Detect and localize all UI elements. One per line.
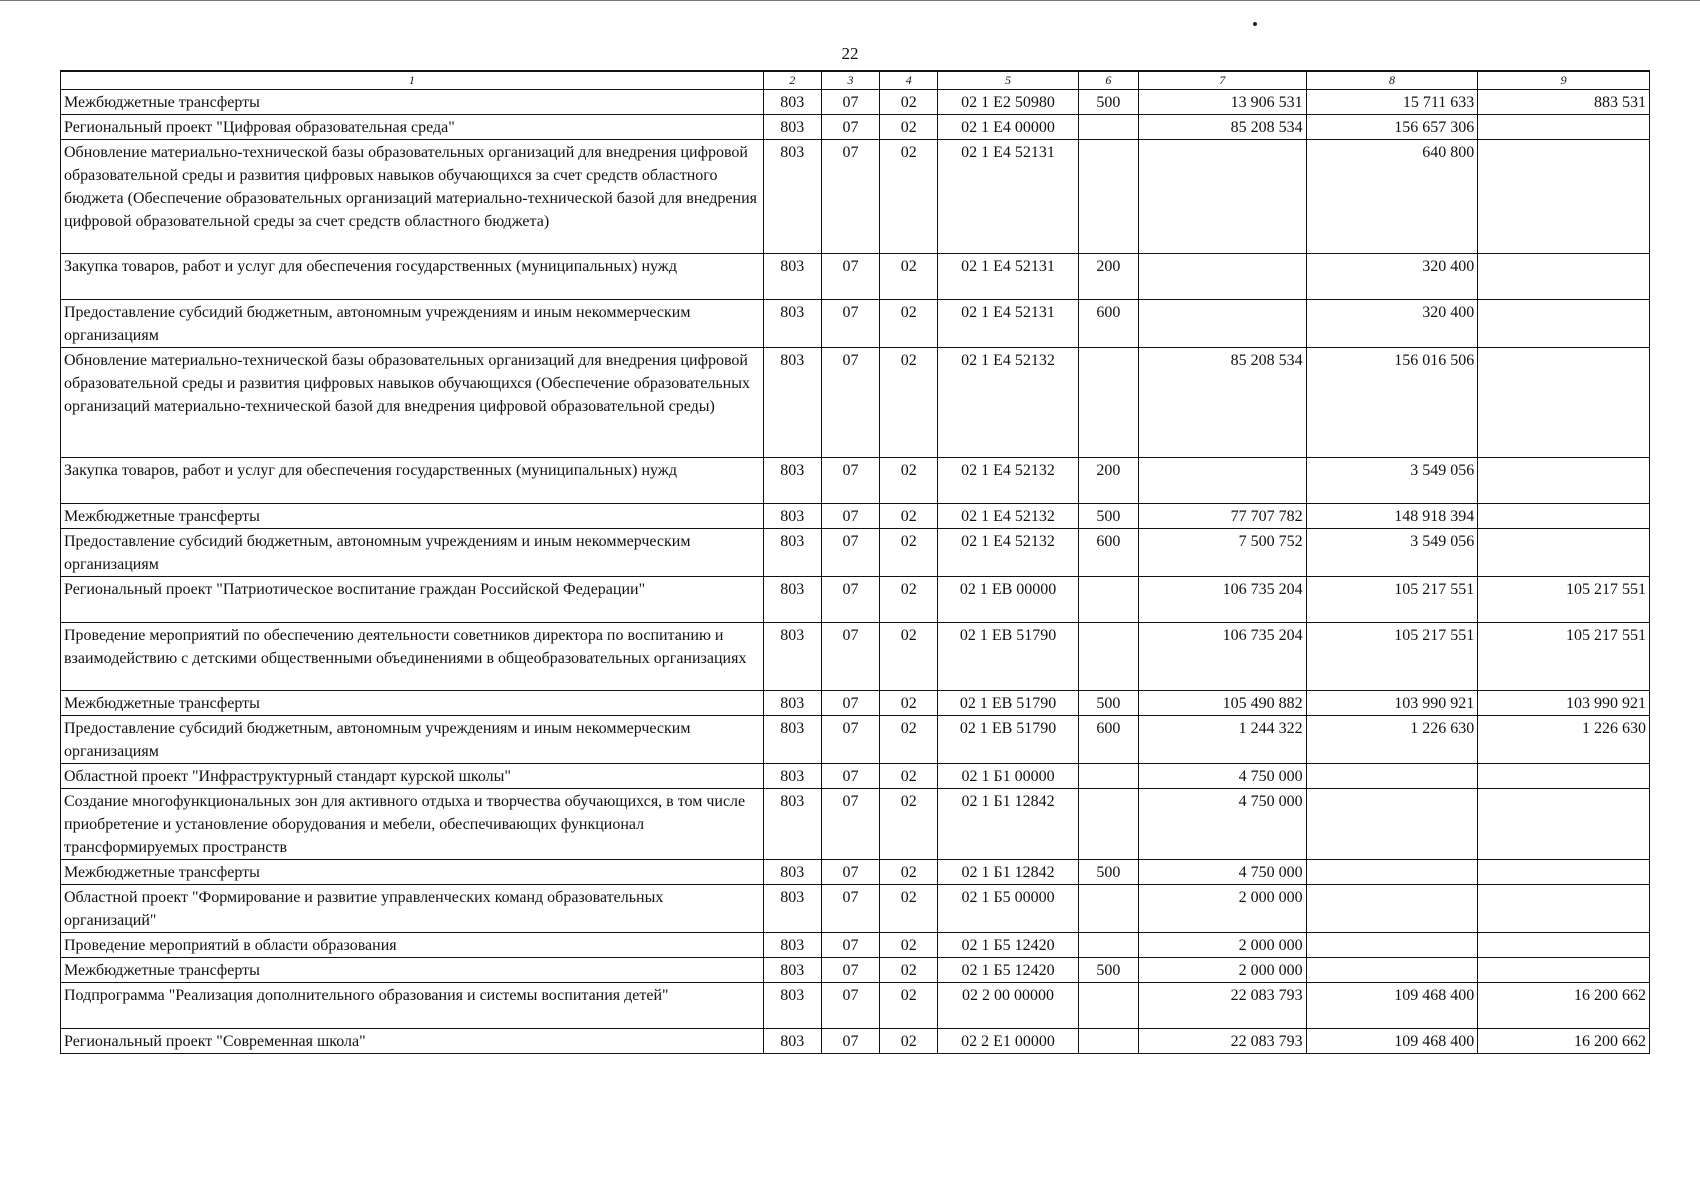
section-code-cell: 07 [821, 577, 879, 623]
expense-type-cell [1078, 1029, 1138, 1054]
table-row [61, 1029, 1650, 1054]
ministry-code-cell: 803 [763, 764, 821, 789]
amount-col8-cell: 109 468 400 [1306, 1029, 1478, 1054]
table-row [61, 716, 1650, 764]
table-row [61, 90, 1650, 115]
ministry-code-cell: 803 [763, 1029, 821, 1054]
column-header: 8 [1306, 71, 1478, 90]
section-code-cell: 07 [821, 115, 879, 140]
subsection-code-cell: 02 [880, 983, 938, 1029]
amount-col7-cell: 22 083 793 [1139, 1029, 1307, 1054]
expense-type-cell: 600 [1078, 300, 1138, 348]
expense-type-cell: 500 [1078, 691, 1138, 716]
target-article-cell: 02 1 Е4 00000 [938, 115, 1079, 140]
section-code-cell: 07 [821, 933, 879, 958]
amount-col7-cell: 2 000 000 [1139, 958, 1307, 983]
expense-type-cell: 500 [1078, 90, 1138, 115]
target-article-cell: 02 1 Е4 52132 [938, 504, 1079, 529]
ministry-code-cell: 803 [763, 716, 821, 764]
expense-type-cell: 500 [1078, 504, 1138, 529]
section-code-cell: 07 [821, 90, 879, 115]
target-article-cell: 02 1 Е4 52131 [938, 300, 1079, 348]
section-code-cell: 07 [821, 983, 879, 1029]
expense-type-cell: 200 [1078, 254, 1138, 300]
amount-col9-cell [1478, 860, 1650, 885]
amount-col8-cell: 105 217 551 [1306, 623, 1478, 691]
amount-col8-cell: 3 549 056 [1306, 458, 1478, 504]
amount-col7-cell [1139, 300, 1307, 348]
amount-col8-cell: 105 217 551 [1306, 577, 1478, 623]
amount-col8-cell [1306, 958, 1478, 983]
ministry-code-cell: 803 [763, 254, 821, 300]
table-row [61, 115, 1650, 140]
row-name-cell: Межбюджетные трансферты [61, 90, 764, 115]
amount-col8-cell: 15 711 633 [1306, 90, 1478, 115]
budget-table [60, 70, 1650, 1054]
amount-col8-cell: 156 657 306 [1306, 115, 1478, 140]
table-row [61, 254, 1650, 300]
row-name-cell: Предоставление субсидий бюджетным, автономным учреждениям и иным некоммерческим организациям [61, 529, 764, 577]
amount-col9-cell: 103 990 921 [1478, 691, 1650, 716]
subsection-code-cell: 02 [880, 529, 938, 577]
target-article-cell: 02 2 Е1 00000 [938, 1029, 1079, 1054]
section-code-cell: 07 [821, 764, 879, 789]
amount-col8-cell [1306, 789, 1478, 860]
amount-col7-cell: 4 750 000 [1139, 789, 1307, 860]
target-article-cell: 02 1 Е4 52131 [938, 140, 1079, 254]
scan-speck [1253, 22, 1257, 26]
amount-col7-cell [1139, 254, 1307, 300]
target-article-cell: 02 2 00 00000 [938, 983, 1079, 1029]
amount-col9-cell [1478, 300, 1650, 348]
column-header: 5 [938, 71, 1079, 90]
amount-col8-cell [1306, 764, 1478, 789]
row-name-cell: Региональный проект "Патриотическое воспитание граждан Российской Федерации" [61, 577, 764, 623]
ministry-code-cell: 803 [763, 529, 821, 577]
amount-col7-cell: 77 707 782 [1139, 504, 1307, 529]
amount-col9-cell: 16 200 662 [1478, 983, 1650, 1029]
table-row [61, 140, 1650, 254]
ministry-code-cell: 803 [763, 691, 821, 716]
table-row [61, 623, 1650, 691]
table-row [61, 691, 1650, 716]
row-name-cell: Закупка товаров, работ и услуг для обеспечения государственных (муниципальных) нужд [61, 254, 764, 300]
column-header: 3 [821, 71, 879, 90]
column-header: 7 [1139, 71, 1307, 90]
section-code-cell: 07 [821, 716, 879, 764]
ministry-code-cell: 803 [763, 958, 821, 983]
target-article-cell: 02 1 Б5 12420 [938, 933, 1079, 958]
expense-type-cell [1078, 933, 1138, 958]
amount-col7-cell: 106 735 204 [1139, 577, 1307, 623]
row-name-cell: Обновление материально-технической базы образовательных организаций для внедрения цифровой образовательной среды и развития цифровых навыков обучающихся за счет средств областного бюджета (Обеспечение образовательных организаций материально-технической базой для внедрения цифровой образовательной среды за счет средств областного бюджета) [61, 140, 764, 254]
section-code-cell: 07 [821, 691, 879, 716]
amount-col7-cell: 2 000 000 [1139, 933, 1307, 958]
row-name-cell: Предоставление субсидий бюджетным, автономным учреждениям и иным некоммерческим организациям [61, 300, 764, 348]
subsection-code-cell: 02 [880, 254, 938, 300]
expense-type-cell [1078, 140, 1138, 254]
section-code-cell: 07 [821, 885, 879, 933]
subsection-code-cell: 02 [880, 115, 938, 140]
amount-col7-cell: 85 208 534 [1139, 115, 1307, 140]
amount-col9-cell: 105 217 551 [1478, 577, 1650, 623]
section-code-cell: 07 [821, 860, 879, 885]
ministry-code-cell: 803 [763, 90, 821, 115]
expense-type-cell: 500 [1078, 958, 1138, 983]
row-name-cell: Создание многофункциональных зон для активного отдыха и творчества обучающихся, в том числе приобретение и установление оборудования и мебели, обеспечивающих функционал трансформируемых пространств [61, 789, 764, 860]
row-name-cell: Межбюджетные трансферты [61, 860, 764, 885]
row-name-cell: Закупка товаров, работ и услуг для обеспечения государственных (муниципальных) нужд [61, 458, 764, 504]
subsection-code-cell: 02 [880, 577, 938, 623]
amount-col9-cell: 1 226 630 [1478, 716, 1650, 764]
section-code-cell: 07 [821, 623, 879, 691]
amount-col7-cell: 85 208 534 [1139, 348, 1307, 458]
target-article-cell: 02 1 Е4 52132 [938, 529, 1079, 577]
target-article-cell: 02 1 ЕВ 51790 [938, 716, 1079, 764]
target-article-cell: 02 1 Е4 52132 [938, 348, 1079, 458]
target-article-cell: 02 1 ЕВ 51790 [938, 691, 1079, 716]
amount-col9-cell [1478, 458, 1650, 504]
amount-col8-cell [1306, 860, 1478, 885]
ministry-code-cell: 803 [763, 933, 821, 958]
amount-col8-cell: 103 990 921 [1306, 691, 1478, 716]
amount-col9-cell [1478, 764, 1650, 789]
expense-type-cell [1078, 764, 1138, 789]
row-name-cell: Областной проект "Инфраструктурный стандарт курской школы" [61, 764, 764, 789]
subsection-code-cell: 02 [880, 764, 938, 789]
amount-col7-cell: 22 083 793 [1139, 983, 1307, 1029]
section-code-cell: 07 [821, 254, 879, 300]
expense-type-cell: 600 [1078, 716, 1138, 764]
target-article-cell: 02 1 ЕВ 51790 [938, 623, 1079, 691]
section-code-cell: 07 [821, 958, 879, 983]
column-header: 2 [763, 71, 821, 90]
section-code-cell: 07 [821, 789, 879, 860]
subsection-code-cell: 02 [880, 348, 938, 458]
column-header: 6 [1078, 71, 1138, 90]
ministry-code-cell: 803 [763, 504, 821, 529]
table-row [61, 958, 1650, 983]
section-code-cell: 07 [821, 348, 879, 458]
scan-edge-line [0, 0, 1700, 1]
amount-col9-cell: 16 200 662 [1478, 1029, 1650, 1054]
expense-type-cell: 500 [1078, 860, 1138, 885]
ministry-code-cell: 803 [763, 577, 821, 623]
ministry-code-cell: 803 [763, 115, 821, 140]
amount-col8-cell: 640 800 [1306, 140, 1478, 254]
expense-type-cell: 200 [1078, 458, 1138, 504]
table-row [61, 764, 1650, 789]
amount-col8-cell: 109 468 400 [1306, 983, 1478, 1029]
ministry-code-cell: 803 [763, 983, 821, 1029]
amount-col7-cell: 13 906 531 [1139, 90, 1307, 115]
section-code-cell: 07 [821, 504, 879, 529]
subsection-code-cell: 02 [880, 789, 938, 860]
subsection-code-cell: 02 [880, 140, 938, 254]
row-name-cell: Подпрограмма "Реализация дополнительного образования и системы воспитания детей" [61, 983, 764, 1029]
ministry-code-cell: 803 [763, 348, 821, 458]
ministry-code-cell: 803 [763, 623, 821, 691]
target-article-cell: 02 1 Б1 12842 [938, 789, 1079, 860]
expense-type-cell [1078, 885, 1138, 933]
expense-type-cell [1078, 348, 1138, 458]
ministry-code-cell: 803 [763, 789, 821, 860]
amount-col9-cell: 105 217 551 [1478, 623, 1650, 691]
row-name-cell: Проведение мероприятий в области образования [61, 933, 764, 958]
row-name-cell: Межбюджетные трансферты [61, 691, 764, 716]
expense-type-cell [1078, 115, 1138, 140]
amount-col8-cell [1306, 885, 1478, 933]
amount-col8-cell: 1 226 630 [1306, 716, 1478, 764]
subsection-code-cell: 02 [880, 458, 938, 504]
table-row [61, 789, 1650, 860]
amount-col9-cell: 883 531 [1478, 90, 1650, 115]
table-row [61, 860, 1650, 885]
expense-type-cell [1078, 983, 1138, 1029]
expense-type-cell [1078, 789, 1138, 860]
amount-col8-cell: 148 918 394 [1306, 504, 1478, 529]
page-number: 22 [841, 44, 859, 63]
amount-col8-cell: 156 016 506 [1306, 348, 1478, 458]
ministry-code-cell: 803 [763, 860, 821, 885]
target-article-cell: 02 1 Б5 00000 [938, 885, 1079, 933]
subsection-code-cell: 02 [880, 623, 938, 691]
section-code-cell: 07 [821, 1029, 879, 1054]
target-article-cell: 02 1 Е4 52131 [938, 254, 1079, 300]
amount-col7-cell: 1 244 322 [1139, 716, 1307, 764]
amount-col7-cell [1139, 140, 1307, 254]
section-code-cell: 07 [821, 529, 879, 577]
table-row [61, 983, 1650, 1029]
row-name-cell: Предоставление субсидий бюджетным, автономным учреждениям и иным некоммерческим организациям [61, 716, 764, 764]
target-article-cell: 02 1 Б1 00000 [938, 764, 1079, 789]
column-header: 9 [1478, 71, 1650, 90]
subsection-code-cell: 02 [880, 958, 938, 983]
subsection-code-cell: 02 [880, 933, 938, 958]
amount-col9-cell [1478, 529, 1650, 577]
section-code-cell: 07 [821, 140, 879, 254]
amount-col9-cell [1478, 254, 1650, 300]
table-row [61, 300, 1650, 348]
row-name-cell: Региональный проект "Современная школа" [61, 1029, 764, 1054]
amount-col9-cell [1478, 885, 1650, 933]
row-name-cell: Региональный проект "Цифровая образовательная среда" [61, 115, 764, 140]
amount-col8-cell: 320 400 [1306, 300, 1478, 348]
row-name-cell: Обновление материально-технической базы образовательных организаций для внедрения цифровой образовательной среды и развития цифровых навыков обучающихся (Обеспечение образовательных организаций материально-технической базой для внедрения цифровой образовательной среды) [61, 348, 764, 458]
ministry-code-cell: 803 [763, 885, 821, 933]
amount-col9-cell [1478, 789, 1650, 860]
amount-col7-cell: 4 750 000 [1139, 860, 1307, 885]
expense-type-cell [1078, 577, 1138, 623]
amount-col7-cell [1139, 458, 1307, 504]
target-article-cell: 02 1 Б1 12842 [938, 860, 1079, 885]
ministry-code-cell: 803 [763, 458, 821, 504]
amount-col9-cell [1478, 958, 1650, 983]
amount-col7-cell: 105 490 882 [1139, 691, 1307, 716]
amount-col9-cell [1478, 115, 1650, 140]
amount-col9-cell [1478, 504, 1650, 529]
section-code-cell: 07 [821, 458, 879, 504]
subsection-code-cell: 02 [880, 300, 938, 348]
amount-col8-cell [1306, 933, 1478, 958]
target-article-cell: 02 1 Е2 50980 [938, 90, 1079, 115]
amount-col8-cell: 3 549 056 [1306, 529, 1478, 577]
subsection-code-cell: 02 [880, 90, 938, 115]
expense-type-cell [1078, 623, 1138, 691]
table-row [61, 933, 1650, 958]
ministry-code-cell: 803 [763, 300, 821, 348]
table-row [61, 529, 1650, 577]
ministry-code-cell: 803 [763, 140, 821, 254]
amount-col7-cell: 4 750 000 [1139, 764, 1307, 789]
subsection-code-cell: 02 [880, 860, 938, 885]
column-header: 1 [61, 71, 764, 90]
subsection-code-cell: 02 [880, 885, 938, 933]
section-code-cell: 07 [821, 300, 879, 348]
table-row [61, 348, 1650, 458]
header-row [61, 71, 1650, 90]
expense-type-cell: 600 [1078, 529, 1138, 577]
target-article-cell: 02 1 Б5 12420 [938, 958, 1079, 983]
table-row [61, 885, 1650, 933]
amount-col7-cell: 2 000 000 [1139, 885, 1307, 933]
row-name-cell: Областной проект "Формирование и развитие управленческих команд образовательных организаций" [61, 885, 764, 933]
target-article-cell: 02 1 ЕВ 00000 [938, 577, 1079, 623]
amount-col9-cell [1478, 140, 1650, 254]
subsection-code-cell: 02 [880, 1029, 938, 1054]
subsection-code-cell: 02 [880, 691, 938, 716]
amount-col9-cell [1478, 348, 1650, 458]
amount-col7-cell: 7 500 752 [1139, 529, 1307, 577]
row-name-cell: Межбюджетные трансферты [61, 504, 764, 529]
subsection-code-cell: 02 [880, 504, 938, 529]
table-row [61, 577, 1650, 623]
table-row [61, 458, 1650, 504]
amount-col8-cell: 320 400 [1306, 254, 1478, 300]
row-name-cell: Межбюджетные трансферты [61, 958, 764, 983]
column-header: 4 [880, 71, 938, 90]
row-name-cell: Проведение мероприятий по обеспечению деятельности советников директора по воспитанию и взаимодействию с детскими общественными объединениями в общеобразовательных организациях [61, 623, 764, 691]
amount-col9-cell [1478, 933, 1650, 958]
table-body [61, 90, 1650, 1054]
table-row [61, 504, 1650, 529]
amount-col7-cell: 106 735 204 [1139, 623, 1307, 691]
target-article-cell: 02 1 Е4 52132 [938, 458, 1079, 504]
subsection-code-cell: 02 [880, 716, 938, 764]
